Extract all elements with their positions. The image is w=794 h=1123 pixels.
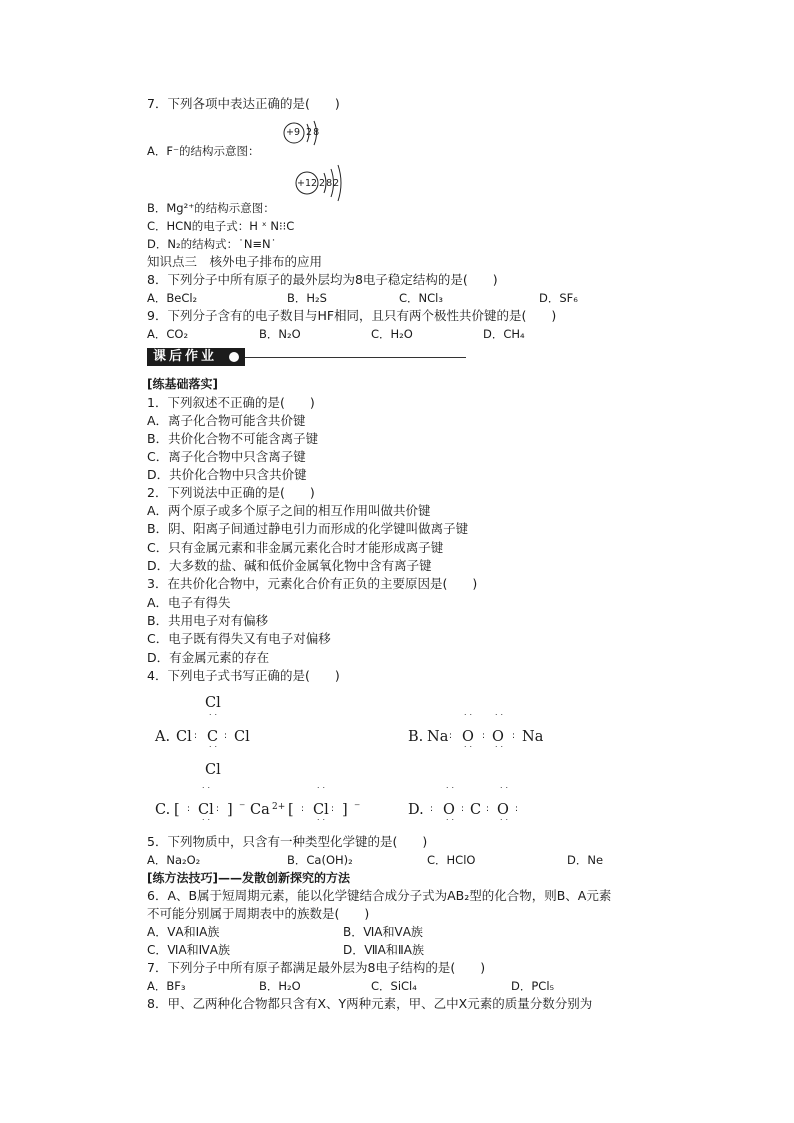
question-7-option-b: B．Mg²⁺的结构示意图： bbox=[147, 201, 275, 215]
question-8-option-a: A．BeCl₂ bbox=[147, 291, 198, 305]
q4-b-dots: : bbox=[482, 731, 487, 741]
question-9-option-c: C．H₂O bbox=[371, 327, 413, 341]
q4-b-na-left: Na bbox=[427, 729, 449, 745]
q4-a-left-cl: Cl bbox=[176, 729, 192, 745]
q4-d-label: D. bbox=[408, 802, 424, 818]
q4-a-label: A. bbox=[155, 729, 171, 745]
basic-q3-option-d: D．有金属元素的存在 bbox=[147, 650, 270, 665]
basic-q1-stem: 1．下列叙述不正确的是( ) bbox=[147, 395, 315, 410]
basic-q2-option-a: A．两个原子或多个原子之间的相互作用叫做共价键 bbox=[147, 503, 431, 518]
q4-a-dots: : bbox=[194, 731, 199, 741]
q4-a-dots: ˙˙ bbox=[208, 714, 219, 724]
question-7-option-c: C．HCN的电子式：H ˣ N⁝⁝C bbox=[147, 219, 295, 233]
question-8-stem: 8．下列分子中所有原子的最外层均为8电子稳定结构的是( ) bbox=[147, 272, 498, 287]
q4-d-dots: ˙˙ bbox=[499, 787, 510, 797]
q4-b-dots: ˙˙ bbox=[463, 714, 474, 724]
method-q7-option-c: C．SiCl₄ bbox=[371, 979, 417, 993]
magnesium-nucleus-charge: +12 bbox=[297, 178, 318, 189]
q4-a-center-c: C bbox=[207, 729, 219, 745]
q4-b-o-left: O bbox=[462, 729, 474, 745]
basic-q1-option-c: C．离子化合物中只含离子键 bbox=[147, 449, 306, 464]
question-9-option-a: A．CO₂ bbox=[147, 327, 189, 341]
q4-c-dots: : bbox=[331, 804, 336, 814]
q4-c-minus-left: ⁻ bbox=[239, 800, 246, 814]
question-7-option-d: D．N₂的结构式：˙N≡N˙ bbox=[147, 237, 277, 251]
method-q8-stem: 8．甲、乙两种化合物都只含有X、Y两种元素，甲、乙中X元素的质量分数分别为 bbox=[147, 996, 593, 1011]
banner-bullet-icon bbox=[229, 352, 239, 362]
homework-banner bbox=[147, 348, 245, 366]
method-q6-option-a: A．ⅤA和ⅠA族 bbox=[147, 925, 220, 939]
q4-b-dots: : bbox=[512, 731, 517, 741]
basic-q2-stem: 2．下列说法中正确的是( ) bbox=[147, 485, 315, 500]
basic-q3-option-b: B．共用电子对有偏移 bbox=[147, 613, 269, 628]
q4-c-ca: Ca bbox=[250, 802, 270, 818]
basic-q5-option-d: D．Ne bbox=[567, 853, 604, 867]
q4-c-label: C. bbox=[155, 802, 171, 818]
method-q7-option-b: B．H₂O bbox=[259, 979, 301, 993]
q4-c-dots: ˙˙ bbox=[201, 787, 212, 797]
basic-q5-option-c: C．HClO bbox=[427, 853, 476, 867]
q4-c-dots: ˙˙ bbox=[316, 787, 327, 797]
question-7-stem: 7．下列各项中表达正确的是( ) bbox=[147, 96, 340, 111]
q4-d-c: C bbox=[470, 802, 482, 818]
basic-q2-option-d: D．大多数的盐、碱和低价金属氧化物中含有离子键 bbox=[147, 558, 432, 573]
q4-c-dots: : bbox=[301, 804, 306, 814]
method-q6-option-d: D．ⅦA和ⅡA族 bbox=[343, 943, 425, 957]
question-8-option-c: C．NCl₃ bbox=[399, 291, 443, 305]
basic-q1-option-b: B．共价化合物不可能含离子键 bbox=[147, 431, 319, 446]
q4-c-cl-left: Cl bbox=[198, 802, 214, 818]
basic-practice-title: [练基础落实] bbox=[147, 377, 218, 391]
q4-c-bracket-left: [ bbox=[174, 802, 180, 818]
q4-b-dots: : bbox=[449, 731, 454, 741]
q4-c-dots: : bbox=[216, 804, 221, 814]
basic-q2-option-c: C．只有金属元素和非金属元素化合时才能形成离子键 bbox=[147, 540, 444, 555]
homework-banner-label: 课后作业 bbox=[153, 349, 218, 364]
banner-rule bbox=[245, 357, 466, 358]
q4-d-dots: : bbox=[515, 804, 520, 814]
q4-c-bracket-left-2: [ bbox=[288, 802, 294, 818]
q4-c-dots: ˙˙ bbox=[201, 819, 212, 829]
basic-q3-stem: 3．在共价化合物中，元素化合价有正负的主要原因是( ) bbox=[147, 576, 478, 591]
q4-a-top-cl: Cl bbox=[205, 695, 221, 711]
basic-q1-option-a: A．离子化合物可能含共价键 bbox=[147, 413, 306, 428]
q4-c-cl-right: Cl bbox=[313, 802, 329, 818]
method-q6-stem-line1: 6．A、B属于短周期元素，能以化学键结合成分子式为AB₂型的化合物，则B、A元素 bbox=[147, 888, 612, 903]
q4-d-dots: ˙˙ bbox=[445, 787, 456, 797]
q4-c-bracket-right-2: ] bbox=[342, 802, 348, 818]
q4-d-o-right: O bbox=[497, 802, 509, 818]
question-8-option-d: D．SF₆ bbox=[539, 291, 578, 305]
q4-d-o-left: O bbox=[443, 802, 455, 818]
method-q7-option-d: D．PCl₅ bbox=[511, 979, 555, 993]
q4-b-o-right: O bbox=[492, 729, 504, 745]
basic-q5-option-a: A．Na₂O₂ bbox=[147, 853, 201, 867]
q4-c-dots: ˙˙ bbox=[316, 819, 327, 829]
method-q6-option-c: C．ⅥA和ⅣA族 bbox=[147, 943, 230, 957]
magnesium-shell-electrons: 2 8 2 bbox=[319, 178, 339, 189]
method-q7-option-a: A．BF₃ bbox=[147, 979, 186, 993]
q4-c-bracket-right: ] bbox=[227, 802, 233, 818]
q4-a-right-cl: Cl bbox=[234, 729, 250, 745]
q4-a-dots: ˙˙ bbox=[208, 746, 219, 756]
q4-a-bottom-cl: Cl bbox=[205, 762, 221, 778]
fluoride-shell-electrons: 2 8 bbox=[306, 127, 319, 138]
q4-b-dots: ˙˙ bbox=[494, 714, 505, 724]
question-9-option-d: D．CH₄ bbox=[483, 327, 525, 341]
basic-q3-option-c: C．电子既有得失又有电子对偏移 bbox=[147, 631, 331, 646]
q4-c-ca-charge: 2+ bbox=[272, 802, 286, 812]
question-9-option-b: B．N₂O bbox=[259, 327, 301, 341]
fluoride-nucleus-charge: +9 bbox=[286, 127, 301, 138]
q4-a-dots: : bbox=[224, 731, 229, 741]
q4-b-na-right: Na bbox=[522, 729, 544, 745]
method-q7-stem: 7．下列分子中所有原子都满足最外层为8电子结构的是( ) bbox=[147, 960, 486, 975]
q4-d-dots: ˙˙ bbox=[445, 819, 456, 829]
basic-q5-stem: 5．下列物质中，只含有一种类型化学键的是( ) bbox=[147, 834, 428, 849]
q4-c-dots: : bbox=[187, 804, 192, 814]
method-practice-title: [练方法技巧]——发散创新探究的方法 bbox=[147, 871, 350, 885]
q4-c-minus-right: ⁻ bbox=[354, 800, 361, 814]
basic-q4-stem: 4．下列电子式书写正确的是( ) bbox=[147, 668, 340, 683]
method-q6-option-b: B．ⅥA和ⅤA族 bbox=[343, 925, 423, 939]
q4-b-dots: ˙˙ bbox=[494, 746, 505, 756]
section-heading-3: 知识点三 核外电子排布的应用 bbox=[147, 254, 323, 269]
basic-q2-option-b: B．阴、阳离子间通过静电引力而形成的化学键叫做离子键 bbox=[147, 521, 469, 536]
question-9-stem: 9．下列分子含有的电子数目与HF相同，且只有两个极性共价键的是( ) bbox=[147, 308, 557, 323]
q4-d-dots: ˙˙ bbox=[499, 819, 510, 829]
basic-q3-option-a: A．电子有得失 bbox=[147, 595, 231, 610]
question-7-option-a: A．F⁻的结构示意图： bbox=[147, 144, 260, 158]
basic-q5-option-b: B．Ca(OH)₂ bbox=[287, 853, 353, 867]
q4-d-dots: : bbox=[461, 804, 466, 814]
basic-q1-option-d: D．共价化合物中只含共价键 bbox=[147, 467, 307, 482]
q4-d-dots: : bbox=[486, 804, 491, 814]
question-8-option-b: B．H₂S bbox=[287, 291, 327, 305]
method-q6-stem-line2: 不可能分别属于周期表中的族数是( ) bbox=[147, 906, 370, 921]
q4-d-dots: : bbox=[430, 804, 435, 814]
q4-b-label: B. bbox=[408, 729, 424, 745]
q4-b-dots: ˙˙ bbox=[463, 746, 474, 756]
